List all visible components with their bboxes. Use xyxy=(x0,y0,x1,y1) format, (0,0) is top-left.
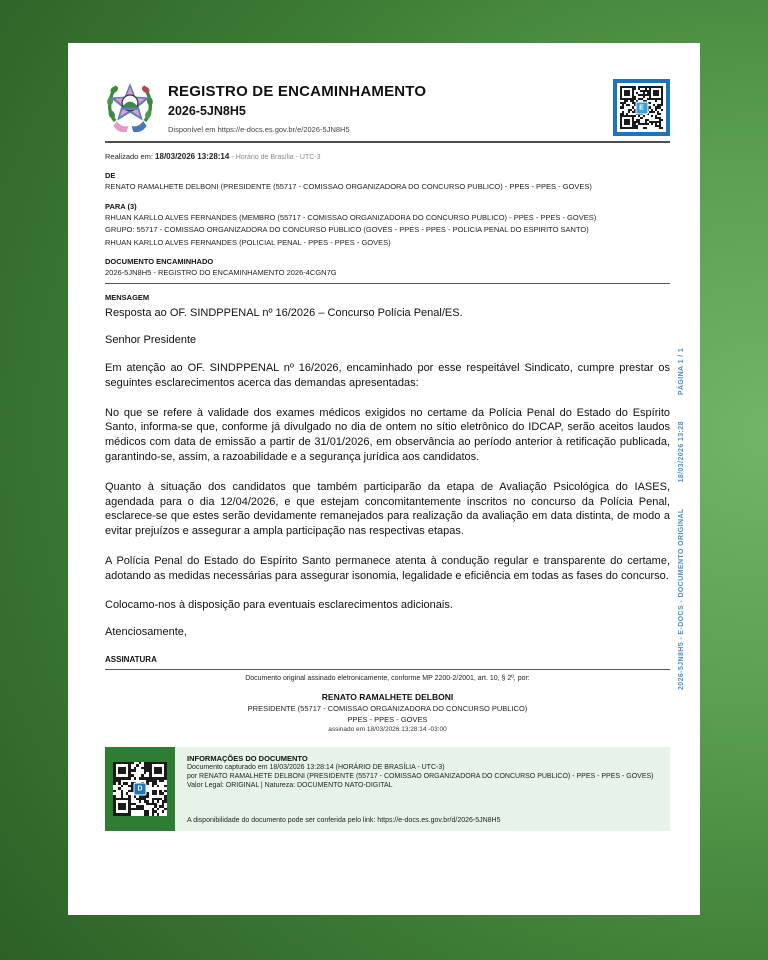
section-divider xyxy=(105,283,670,284)
page-title: REGISTRO DE ENCAMINHAMENTO xyxy=(168,83,427,100)
from-section xyxy=(105,171,670,192)
realized-label: Realizado em: xyxy=(105,152,153,161)
footer-qr-code[interactable] xyxy=(113,762,167,816)
header-divider xyxy=(105,141,670,143)
realized-timezone: - Horário de Brasília - UTC-3 xyxy=(231,154,321,161)
signature-divider xyxy=(105,669,670,670)
message-greeting: Senhor Presidente xyxy=(105,333,197,346)
message-closing: Colocamo-nos à disposição para eventuais esclarecimentos adicionais. xyxy=(105,598,453,611)
info-line: por RENATO RAMALHETE DELBONI (PRESIDENTE (55717 - COMISSAO ORGANIZADORA DO CONCURSO PUBLICO) - PPES - PPES - GOVES) xyxy=(187,772,654,780)
forwarded-label: DOCUMENTO ENCAMINHADO xyxy=(105,257,214,267)
message-paragraph: Quanto à situação dos candidatos que também participarão da etapa de Avaliação Psicológica do IASES, agendada para o dia 12/04/2026, e que estejam concomitantemente inscritos no concurso da Polícia Penal, esclarece-se que estes serão devidamente remanejados para realização da avaliação em data distinta, de modo a evitar prejuízos e assegurar a ampla participação nas respectivas etapas. xyxy=(105,480,670,538)
footer-qr-frame xyxy=(105,747,175,831)
document-number: 2026-5JN8H5 xyxy=(168,104,246,118)
message-salutation: Atenciosamente, xyxy=(105,625,187,638)
espirito-santo-coat-of-arms-icon xyxy=(105,78,155,136)
message-paragraph: Em atenção ao OF. SINDPPENAL nº 16/2026, encaminhado por esse respeitável Sindicato, cumpre prestar os seguintes esclarecimentos acerca das demandas apresentadas: xyxy=(105,361,670,389)
strip-page-indicator: PÁGINA 1 / 1 xyxy=(678,347,685,396)
from-entry: RENATO RAMALHETE DELBONI (PRESIDENTE (55717 - COMISSAO ORGANIZADORA DO CONCURSO PUBLICO) - PPES - PPES - GOVES) xyxy=(105,182,592,191)
strip-datetime: 18/03/2026 13:28 xyxy=(678,421,685,483)
message-paragraph: A Polícia Penal do Estado do Espírito Santo permanece atenta à condução regular e transparente do certame, adotando as medidas necessárias para assegurar isonomia, legalidade e eficiência em todas as fases do concurso. xyxy=(105,554,670,582)
edocs-badge-icon: E xyxy=(635,101,648,114)
signature-label: ASSINATURA xyxy=(105,654,157,664)
to-section xyxy=(105,202,670,248)
signature-notice: Documento original assinado eletronicamente, conforme MP 2200-2/2001, art. 10, § 2º, por: xyxy=(245,674,530,682)
vertical-margin-strip xyxy=(678,298,688,690)
edocs-badge-icon: D xyxy=(134,782,147,795)
message-label: MENSAGEM xyxy=(105,292,150,302)
header-qr-code[interactable] xyxy=(620,86,663,129)
from-label: DE xyxy=(105,171,116,180)
availability-link[interactable]: A disponibilidade do documento pode ser conferida pelo link: https://e-docs.es.gov.br/d/2026-5JN8H5 xyxy=(187,816,501,824)
document-header xyxy=(105,78,670,136)
realized-datetime: 18/03/2026 13:28:14 xyxy=(155,152,230,161)
forwarded-document-ref[interactable]: 2026-5JN8H5 - REGISTRO DO ENCAMINHAMENTO 2026-4CGN7G xyxy=(105,268,337,278)
signature-timestamp: assinado em 18/03/2026 13:28:14 -03:00 xyxy=(328,725,447,733)
signer-name: RENATO RAMALHETE DELBONI xyxy=(321,691,454,702)
forwarded-document-section xyxy=(105,257,670,278)
document-link[interactable]: Disponível em https://e-docs.es.gov.br/e/2026-5JN8H5 xyxy=(168,125,350,134)
realized-at-line xyxy=(105,152,670,161)
to-entry: RHUAN KARLLO ALVES FERNANDES (MEMBRO (55717 - COMISSAO ORGANIZADORA DO CONCURSO PUBLICO) - PPES - PPES - GOVES) xyxy=(105,212,597,222)
info-box-title: INFORMAÇÕES DO DOCUMENTO xyxy=(187,753,308,763)
info-line: Valor Legal: ORIGINAL | Natureza: DOCUMENTO NATO-DIGITAL xyxy=(187,781,393,789)
to-entry: GRUPO: 55717 - COMISSAO ORGANIZADORA DO CONCURSO PUBLICO (GOVES - PPES - PPES - POLICIA PENAL DO ESPIRITO SANTO) xyxy=(105,225,589,235)
message-paragraph: No que se refere à validade dos exames médicos exigidos no certame da Polícia Penal do Estado do Espírito Santo, informa-se que, conforme já divulgado no dia de ontem no sítio eletrônico do IDCAP, serão aceitos laudos médicos com data de emissão a partir de 31/01/2026, em observância ao período anterior à retificação publicada, garantindo-se, assim, a razoabilidade e a segurança jurídica aos candidatos. xyxy=(105,406,670,463)
info-line: Documento capturado em 18/03/2026 13:28:14 (HORÁRIO DE BRASÍLIA - UTC-3) xyxy=(187,763,445,771)
document-info-box xyxy=(105,747,670,831)
message-subject: Resposta ao OF. SINDPPENAL nº 16/2026 – Concurso Polícia Penal/ES. xyxy=(105,306,463,319)
header-qr-frame xyxy=(613,79,670,136)
to-entry: RHUAN KARLLO ALVES FERNANDES (POLICIAL PENAL - PPES - PPES - GOVES) xyxy=(105,237,391,247)
strip-doc-ref: 2026-5JN8H5 - E-DOCS - DOCUMENTO ORIGINAL xyxy=(678,508,685,690)
signer-org: PPES - PPES - GOVES xyxy=(347,714,428,724)
to-label: PARA (3) xyxy=(105,201,137,211)
signer-role: PRESIDENTE (55717 - COMISSAO ORGANIZADORA DO CONCURSO PUBLICO) xyxy=(247,703,528,713)
document-page xyxy=(68,43,700,915)
